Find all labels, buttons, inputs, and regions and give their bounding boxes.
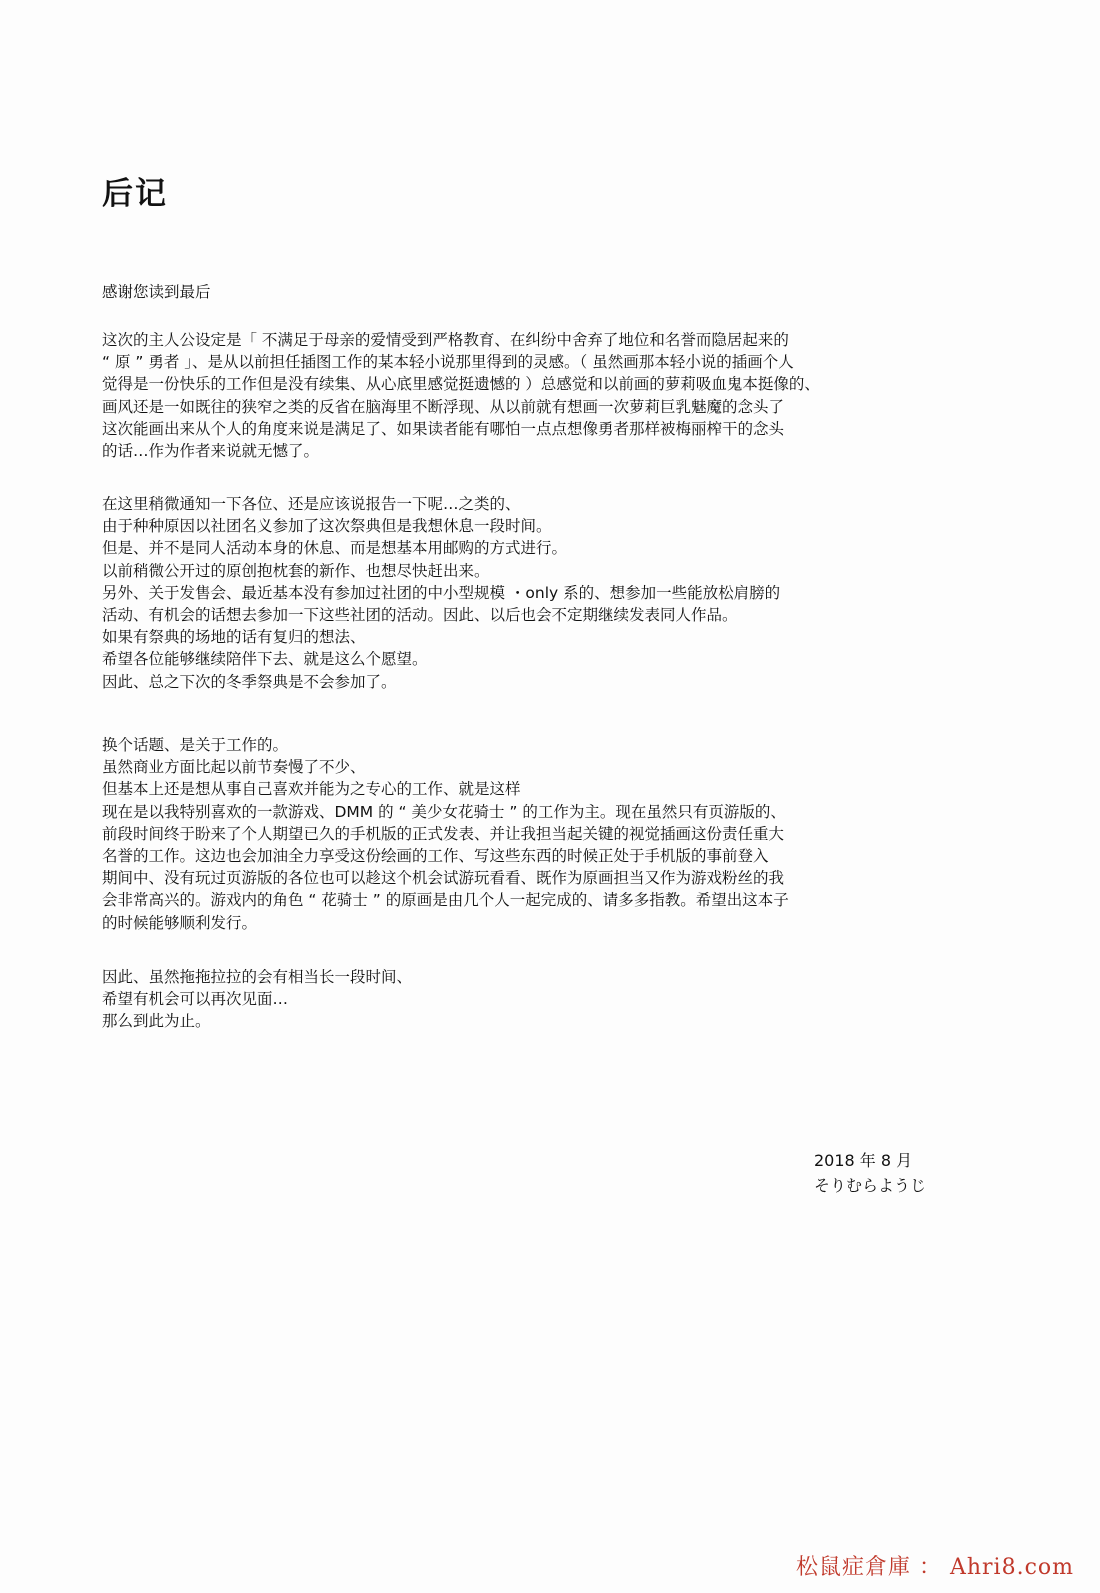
paragraph-2 (102, 493, 982, 693)
text-line: 名誉的工作。这边也会加油全力享受这份绘画的工作、写这些东西的时候正处于手机版的事前登入 (102, 846, 769, 865)
text-line: 的时候能够顺利发行。 (102, 913, 258, 932)
text-line: 另外、关于发售会、最近基本没有参加过社团的中小型规模 ・only 系的、想参加一些能放松肩膀的 (102, 583, 781, 602)
text-line: 前段时间终于盼来了个人期望已久的手机版的正式发表、并让我担当起关键的视觉插画这份责任重大 (102, 824, 785, 843)
text-line: 的话…作为作者来说就无憾了。 (102, 441, 320, 460)
paragraph-1 (102, 329, 982, 462)
text-line: 换个话题、是关于工作的。 (102, 736, 289, 754)
text-line: 因此、总之下次的冬季祭典是不会参加了。 (102, 672, 397, 691)
text-line: 期间中、没有玩过页游版的各位也可以趁这个机会试游玩看看、既作为原画担当又作为游戏粉丝的我 (102, 869, 785, 888)
text-line: 如果有祭典的场地的话有复归的想法、 (102, 628, 366, 647)
text-line: 由于种种原因以社团名义参加了这次祭典但是我想休息一段时间。 (102, 517, 552, 536)
text-line: 这次能画出来从个人的角度来说是满足了、如果读者能有哪怕一点点想像勇者那样被梅丽榨干的念头 (102, 419, 785, 438)
signature-block (814, 1148, 926, 1198)
text-line: 感谢您读到最后 (102, 283, 211, 301)
text-line: 这次的主人公设定是「 不满足于母亲的爱情受到严格教育、在纠纷中舍弃了地位和名誉而隐居起来的 (102, 331, 789, 349)
text-line: 希望各位能够继续陪伴下去、就是这么个愿望。 (102, 650, 428, 669)
text-line: 那么到此为止。 (102, 1012, 211, 1031)
text-line: 因此、虽然拖拖拉拉的会有相当长一段时间、 (102, 968, 413, 986)
text-line: 希望有机会可以再次见面… (102, 990, 289, 1009)
text-line: 虽然商业方面比起以前节奏慢了不少、 (102, 758, 366, 777)
signature-author: そりむらようじ (814, 1176, 927, 1195)
text-line: 在这里稍微通知一下各位、还是应该说报告一下呢…之类的、 (102, 495, 521, 513)
greeting-text (102, 281, 982, 303)
text-line: 会非常高兴的。游戏内的角色 “ 花骑士 ” 的原画是由几个人一起完成的、请多多指教。希望出这本子 (102, 891, 789, 910)
paragraph-4 (102, 966, 982, 1033)
text-line: 但基本上还是想从事自己喜欢并能为之专心的工作、就是这样 (102, 780, 521, 799)
site-watermark: 松鼠症倉庫 ： Ahri8.com (795, 1555, 1074, 1580)
text-line: 画风还是一如既往的狭窄之类的反省在脑海里不断浮现、从以前就有想画一次萝莉巨乳魅魔的念头了 (102, 397, 785, 416)
text-line: 活动、有机会的话想去参加一下这些社团的活动。因此、以后也会不定期继续发表同人作品。 (102, 605, 738, 624)
text-line: 以前稍微公开过的原创抱枕套的新作、也想尽快赶出来。 (102, 561, 490, 580)
text-line: “ 原 ” 勇者 」、是从以前担任插图工作的某本轻小说那里得到的灵感。（ 虽然画那本轻小说的插画个人 (102, 353, 794, 372)
text-line: 但是、并不是同人活动本身的休息、而是想基本用邮购的方式进行。 (102, 539, 568, 558)
text-line: 觉得是一份快乐的工作但是没有续集、从心底里感觉挺遗憾的 ）总感觉和以前画的萝莉吸血鬼本挺像的、 (102, 375, 820, 394)
page-title: 后记 (102, 176, 168, 212)
paragraph-3 (102, 734, 982, 934)
signature-date: 2018 年 8 月 (814, 1151, 913, 1170)
text-line: 现在是以我特别喜欢的一款游戏、DMM 的 “ 美少女花骑士 ” 的工作为主。现在虽然只有页游版的、 (102, 802, 786, 821)
